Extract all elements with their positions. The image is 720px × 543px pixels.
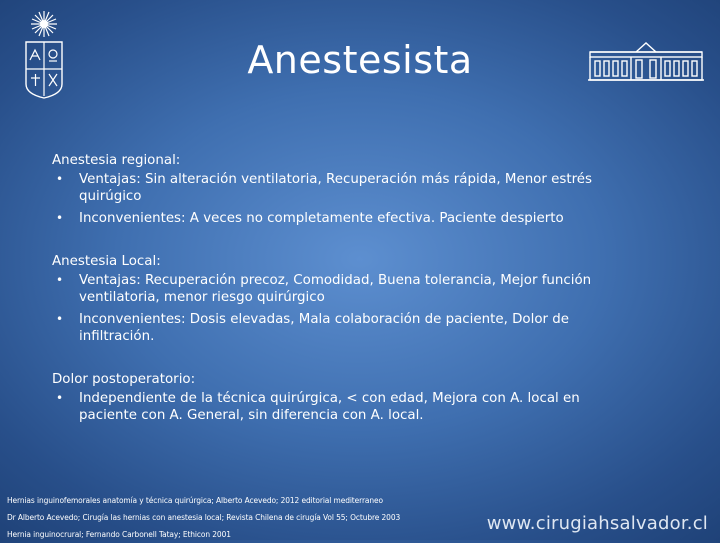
- website-url: www.cirugiahsalvador.cl: [486, 513, 708, 534]
- section-anestesia-local: [52, 253, 632, 345]
- references-list: [7, 492, 507, 543]
- bullet-item: • Independiente de la técnica quirúrgica, < con edad, Mejora con A. local en paciente con A. General, sin diferencia con A. local.: [56, 391, 580, 423]
- bullet-icon: •: [56, 273, 64, 287]
- reference-item: Dr Alberto Acevedo; Cirugía las hernias con anestesia local; Revista Chilena de cirugía Vol 55; Octubre 2003: [7, 512, 401, 522]
- bullet-item: • Inconvenientes: Dosis elevadas, Mala colaboración de paciente, Dolor de infiltración.: [56, 312, 570, 344]
- bullet-icon: •: [56, 211, 64, 225]
- section-dolor-postoperatorio: [52, 371, 632, 424]
- bullet-icon: •: [56, 172, 64, 186]
- slide-content: [52, 152, 632, 450]
- bullet-item: • Inconvenientes: A veces no completamente efectiva. Paciente despierto: [56, 211, 564, 226]
- section-heading: Dolor postoperatorio:: [52, 372, 196, 387]
- bullet-item: • Ventajas: Recuperación precoz, Comodidad, Buena tolerancia, Mejor función ventilatoria, menor riesgo quirúrgico: [56, 273, 592, 305]
- bullet-icon: •: [56, 312, 64, 326]
- bullet-list: [52, 171, 632, 227]
- bullet-icon: •: [56, 391, 64, 405]
- slide-title: Anestesista: [247, 38, 473, 82]
- bullet-list: [52, 272, 632, 345]
- section-heading: Anestesia regional:: [52, 153, 181, 168]
- reference-item: Hernia inguinocrural; Fernando Carbonell Tatay; Ethicon 2001: [7, 529, 231, 539]
- reference-item: Hernias inguinofemorales anatomía y técnica quirúrgica; Alberto Acevedo; 2012 editorial mediterraneo: [7, 495, 383, 505]
- bullet-list: [52, 390, 632, 424]
- section-heading: Anestesia Local:: [52, 254, 161, 269]
- section-anestesia-regional: [52, 152, 632, 227]
- bullet-item: • Ventajas: Sin alteración ventilatoria, Recuperación más rápida, Menor estrés quirúgico: [56, 172, 593, 204]
